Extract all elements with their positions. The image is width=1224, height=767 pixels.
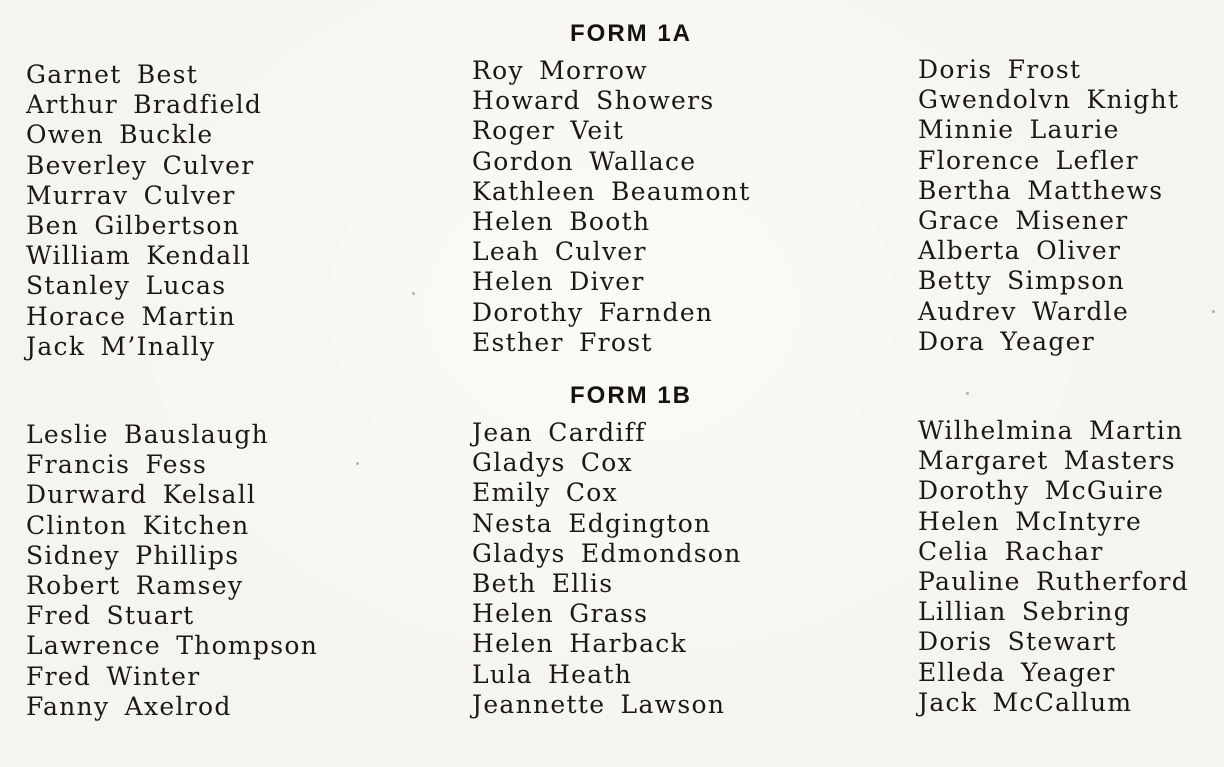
student-name: Lawrence Thompson <box>26 631 319 661</box>
student-name: Francis Fess <box>26 450 208 480</box>
student-name: Wilhelmina Martin <box>918 416 1184 445</box>
student-name: Jack M’Inally <box>26 331 216 361</box>
student-name: Jean Cardiff <box>472 418 646 447</box>
student-name: Stanley Lucas <box>26 271 227 301</box>
student-name: Horace Martin <box>26 301 236 331</box>
student-name: Nesta Edgington <box>472 508 712 538</box>
student-name: Gladys Cox <box>472 448 634 478</box>
student-name: Owen Buckle <box>26 120 214 150</box>
student-name: Esther Frost <box>472 327 653 357</box>
student-name: Pauline Rutherford <box>918 566 1190 596</box>
student-name: Roger Veit <box>472 116 625 146</box>
student-name: Ben Gilbertson <box>26 210 241 240</box>
student-name: Doris Frost <box>918 55 1082 84</box>
student-name: Florence Lefler <box>918 145 1139 175</box>
student-name: Emily Cox <box>472 478 618 508</box>
form-1b-heading: FORM 1B <box>570 382 692 409</box>
student-name: Margaret Masters <box>918 446 1176 476</box>
student-name: Lillian Sebring <box>918 597 1132 627</box>
student-name: Dorothy McGuire <box>918 476 1165 506</box>
student-name: Murrav Culver <box>26 180 236 210</box>
student-name: Helen Diver <box>472 267 645 297</box>
student-name: Jeannette Lawson <box>472 689 726 719</box>
student-name: Howard Showers <box>472 86 715 116</box>
student-name: Audrev Wardle <box>918 296 1130 326</box>
student-name: Helen Harback <box>472 629 688 659</box>
student-name: Dora Yeager <box>918 326 1095 356</box>
student-name: Bertha Matthews <box>918 175 1164 205</box>
student-name: Robert Ramsey <box>26 570 244 600</box>
student-name: Fred Stuart <box>26 601 195 631</box>
form-1a-heading: FORM 1A <box>570 20 692 47</box>
student-name: Grace Misener <box>918 205 1129 235</box>
student-name: William Kendall <box>26 241 252 271</box>
student-name: Helen McIntyre <box>918 506 1143 536</box>
student-name: Sidney Phillips <box>26 540 240 570</box>
student-name: Doris Stewart <box>918 627 1117 657</box>
student-name: Leslie Bauslaugh <box>26 420 270 449</box>
student-name: Minnie Laurie <box>918 115 1120 145</box>
student-name: Gladys Edmondson <box>472 538 742 568</box>
print-speck <box>1212 310 1215 313</box>
student-name: Gwendolvn Knight <box>918 85 1180 115</box>
student-name: Durward Kelsall <box>26 480 257 510</box>
student-name: Dorothy Farnden <box>472 297 714 327</box>
student-name: Beverley Culver <box>26 150 255 180</box>
student-name: Beth Ellis <box>472 568 614 598</box>
form-1a-column-3 <box>918 55 1179 357</box>
form-1a-column-2 <box>472 56 751 358</box>
student-name: Gordon Wallace <box>472 146 697 176</box>
student-name: Helen Booth <box>472 206 651 236</box>
student-name: Helen Grass <box>472 599 649 629</box>
student-name: Fanny Axelrod <box>26 691 232 721</box>
student-name: Roy Morrow <box>472 56 648 85</box>
student-name: Elleda Yeager <box>918 657 1116 687</box>
student-name: Kathleen Beaumont <box>472 176 751 206</box>
form-1b-column-1 <box>26 420 318 722</box>
form-1b-column-3 <box>918 416 1189 718</box>
student-name: Lula Heath <box>472 659 633 689</box>
form-1b-column-2 <box>472 418 742 720</box>
student-name: Leah Culver <box>472 237 647 267</box>
student-name: Arthur Bradfield <box>26 90 263 120</box>
student-name: Betty Simpson <box>918 266 1126 296</box>
form-1a-column-1 <box>26 60 262 362</box>
print-speck <box>966 392 969 395</box>
student-name: Garnet Best <box>26 60 199 89</box>
student-name: Fred Winter <box>26 661 201 691</box>
student-name: Alberta Oliver <box>918 236 1122 266</box>
student-name: Celia Rachar <box>918 536 1104 566</box>
student-name: Jack McCallum <box>918 687 1133 717</box>
print-speck <box>356 462 359 465</box>
student-name: Clinton Kitchen <box>26 510 250 540</box>
print-speck <box>412 292 415 295</box>
